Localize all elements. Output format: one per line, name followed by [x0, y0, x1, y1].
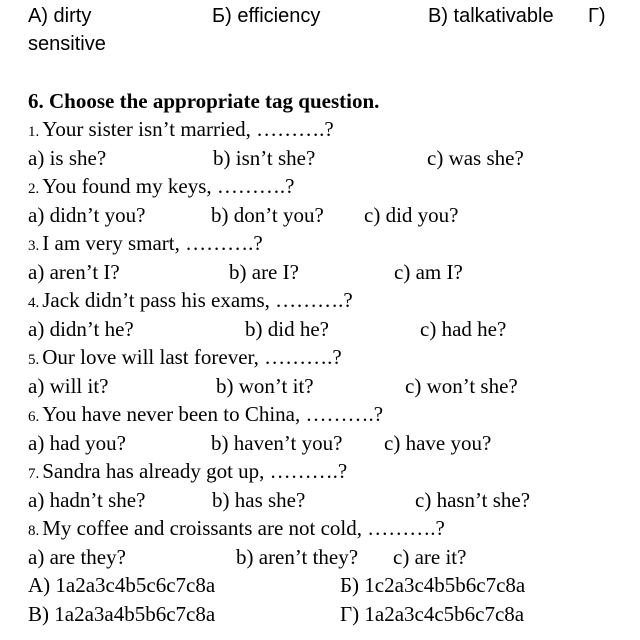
option-g-prefix: Г) [588, 5, 606, 27]
question-number: 8. [28, 523, 40, 539]
q1-option-b: b) isn’t she? [213, 146, 316, 170]
question-number: 3. [28, 238, 40, 254]
option-b-efficiency: Б) efficiency [212, 5, 321, 27]
q2-option-c: c) did you? [364, 203, 459, 227]
question-3 [28, 233, 263, 254]
q2-option-a: a) didn’t you? [28, 203, 146, 227]
question-2 [28, 176, 294, 197]
answer-option-v: В) 1a2a3a4b5b6c7c8a [28, 602, 216, 626]
section-title: 6. Choose the appropriate tag question. [28, 89, 380, 113]
q2-option-b: b) don’t you? [211, 203, 324, 227]
question-6 [28, 404, 383, 425]
question-text: You found my keys, ……….? [42, 174, 295, 198]
question-number: 2. [28, 181, 40, 197]
q3-option-c: c) am I? [394, 260, 463, 284]
question-number: 4. [28, 295, 40, 311]
question-4 [28, 290, 353, 311]
answer-option-a: А) 1a2a3c4b5c6c7c8a [28, 573, 216, 597]
question-number: 7. [28, 466, 40, 482]
q8-option-a: a) are they? [28, 545, 126, 569]
question-1 [28, 119, 334, 140]
question-number: 6. [28, 409, 40, 425]
q5-option-c: c) won’t she? [405, 374, 518, 398]
q3-option-b: b) are I? [229, 260, 299, 284]
q6-option-b: b) haven’t you? [211, 431, 343, 455]
q7-option-a: a) hadn’t she? [28, 488, 146, 512]
question-7 [28, 461, 347, 482]
question-text: Your sister isn’t married, ……….? [42, 117, 334, 141]
q3-option-a: a) aren’t I? [28, 260, 120, 284]
q8-option-c: c) are it? [393, 545, 467, 569]
q6-option-c: c) have you? [384, 431, 492, 455]
q5-option-b: b) won’t it? [216, 374, 314, 398]
q4-option-a: a) didn’t he? [28, 317, 134, 341]
option-g-sensitive: sensitive [28, 33, 106, 55]
question-text: Jack didn’t pass his exams, ……….? [42, 288, 353, 312]
option-v-talkativable: В) talkativable [428, 5, 554, 27]
question-text: I am very smart, ……….? [42, 231, 263, 255]
q6-option-a: a) had you? [28, 431, 126, 455]
q1-option-a: a) is she? [28, 146, 107, 170]
question-8 [28, 518, 445, 539]
option-a-dirty: А) dirty [28, 5, 92, 27]
q7-option-c: c) hasn’t she? [415, 488, 531, 512]
question-text: You have never been to China, ……….? [42, 402, 384, 426]
question-text: Sandra has already got up, ……….? [42, 459, 348, 483]
q8-option-b: b) aren’t they? [236, 545, 359, 569]
question-5 [28, 347, 342, 368]
q4-option-b: b) did he? [245, 317, 329, 341]
question-text: Our love will last forever, ……….? [42, 345, 342, 369]
question-number: 1. [28, 124, 40, 140]
q1-option-c: c) was she? [427, 146, 524, 170]
q4-option-c: c) had he? [420, 317, 507, 341]
answer-option-g: Г) 1a2a3c4c5b6c7c8a [340, 602, 525, 626]
question-number: 5. [28, 352, 40, 368]
q5-option-a: a) will it? [28, 374, 109, 398]
question-text: My coffee and croissants are not cold, ……….? [42, 516, 445, 540]
answer-option-b: Б) 1c2a3c4b5b6c7c8a [340, 573, 526, 597]
q7-option-b: b) has she? [212, 488, 306, 512]
